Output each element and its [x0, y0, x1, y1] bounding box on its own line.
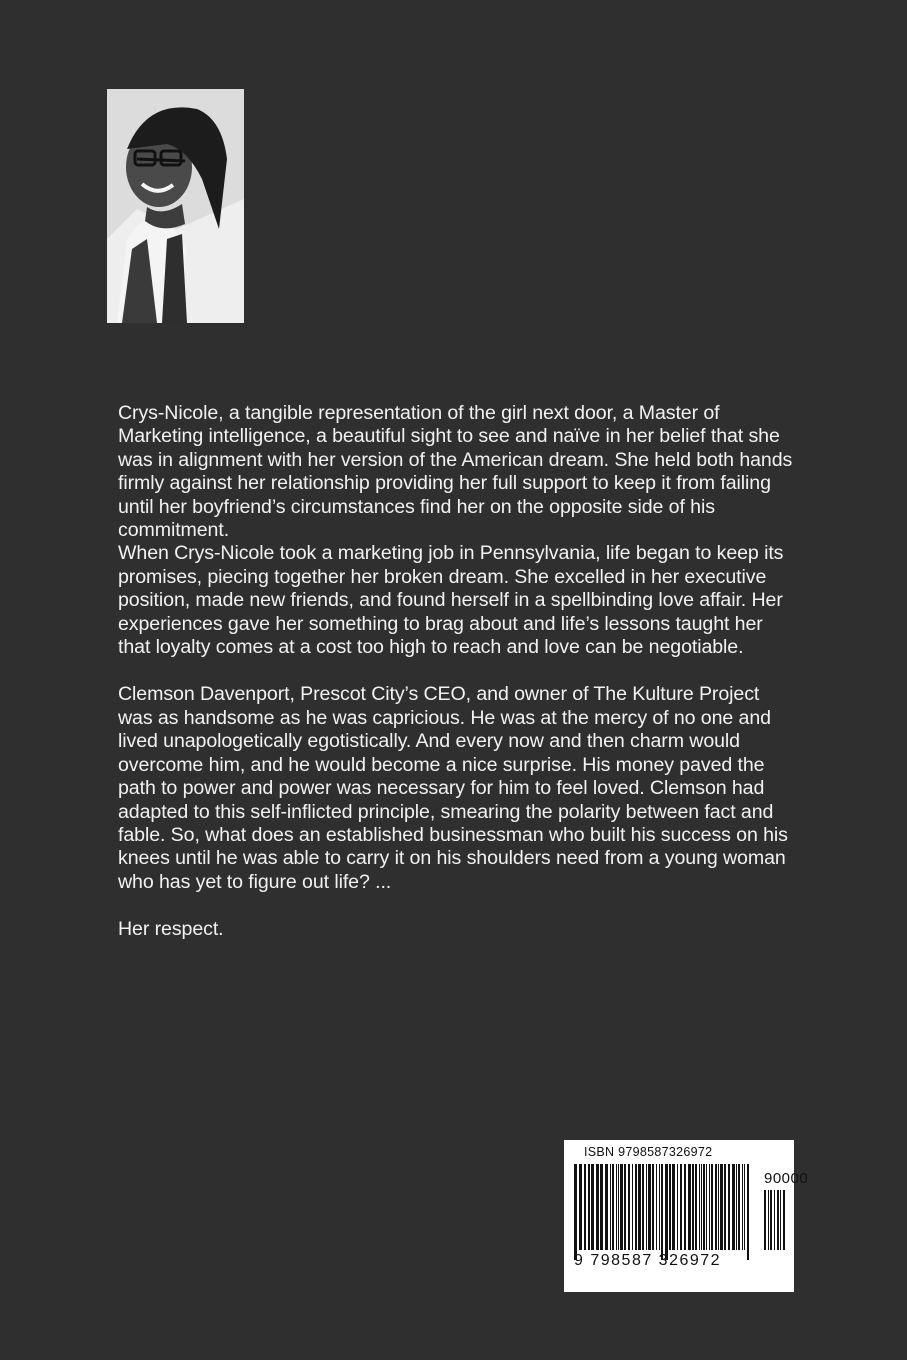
blurb-paragraph-2: Clemson Davenport, Prescot City’s CEO, and owner of The Kulture Project was as handsome as he was capricious. He was at the mercy of no one and lived unapologetically egotistically. And every now and then charm would overcome him, and he would become a nice surprise. His money paved the path to power and power was necessary for him to feel loved. Clemson had adapted to this self-inflicted principle, smearing the polarity between fact and fable. So, what does an established businessman who built his success on his knees until he was able to carry it on his shoulders need from a young woman who has yet to figure out life? ...	[118, 683, 788, 893]
barcode-bar	[783, 1190, 785, 1250]
barcode-bar	[616, 1164, 617, 1250]
barcode-bar	[588, 1164, 590, 1250]
barcode-bar	[724, 1164, 726, 1250]
barcode-bar	[744, 1164, 745, 1250]
barcode-bar	[610, 1164, 611, 1250]
author-photo	[107, 89, 244, 323]
barcode-bar	[648, 1164, 651, 1250]
barcode-bar	[574, 1164, 577, 1260]
barcode-bar	[646, 1164, 647, 1250]
back-cover-blurb	[118, 402, 798, 966]
barcode-bar	[624, 1164, 626, 1250]
barcode-digits: 9 798587 326972	[574, 1252, 722, 1269]
barcode-addon-bars	[762, 1190, 788, 1272]
barcode-bar	[747, 1164, 749, 1260]
barcode-bar	[659, 1164, 660, 1250]
barcode-bar	[695, 1164, 697, 1250]
barcode-bar	[605, 1164, 608, 1250]
barcode-bar	[692, 1164, 694, 1250]
barcode-bar	[699, 1164, 700, 1250]
barcode-bar	[620, 1164, 623, 1250]
barcode-bar	[652, 1164, 654, 1250]
barcode-bar	[715, 1164, 717, 1250]
barcode-bar	[732, 1164, 735, 1250]
barcode-bar	[780, 1190, 781, 1250]
barcode-bar	[718, 1164, 719, 1250]
barcode-bar	[774, 1190, 775, 1250]
barcode-bar	[638, 1164, 641, 1250]
barcode-bar	[672, 1164, 675, 1250]
barcode-bar	[711, 1164, 713, 1250]
barcode-bar	[709, 1164, 710, 1250]
barcode-bar	[661, 1164, 663, 1260]
barcode-bar	[579, 1164, 582, 1250]
barcode-bar	[684, 1164, 686, 1250]
barcode-bar	[701, 1164, 702, 1250]
barcode-bar	[736, 1164, 737, 1250]
isbn-label: ISBN 9798587326972	[584, 1145, 713, 1159]
barcode-bar	[618, 1164, 619, 1250]
barcode-bar	[612, 1164, 614, 1250]
author-photo-illustration	[107, 89, 244, 323]
barcode-bar	[584, 1164, 586, 1250]
barcode-bar	[635, 1164, 637, 1250]
barcode-bar	[728, 1164, 730, 1250]
barcode-bar	[680, 1164, 682, 1250]
barcode-bar	[703, 1164, 705, 1250]
barcode-addon-digits: 90000	[764, 1170, 809, 1187]
blurb-paragraph-3: Her respect.	[118, 918, 224, 941]
barcode-bar	[706, 1164, 707, 1250]
barcode-bar	[600, 1164, 603, 1250]
barcode-bar	[738, 1164, 740, 1250]
blurb-paragraph-1: Crys-Nicole, a tangible representation of the girl next door, a Master of Marketing intelligence, a beautiful sight to see and naïve in her belief that she was in alignment with her version of the American dream. She held both hands firmly against her relationship providing her full support to keep it from failing until her boyfriend’s circumstances find her on the opposite side of his commitment. When Crys-Nicole took a marketing job in Pennsylvania, life began to keep its promises, piecing together her broken dream. She excelled in her executive position, made new friends, and found herself in a spellbinding love affair. Her experiences gave her something to brag about and life’s lessons taught her that loyalty comes at a cost too high to reach and love can be negotiable.	[118, 402, 793, 659]
barcode-bar	[665, 1164, 668, 1260]
barcode-bar	[656, 1164, 657, 1250]
barcode-bar	[720, 1164, 723, 1250]
barcode-bar	[628, 1164, 630, 1250]
barcode-bar	[669, 1164, 671, 1250]
barcode-bar	[777, 1190, 779, 1250]
barcode-bar	[768, 1190, 769, 1250]
barcode-bar	[764, 1190, 766, 1250]
barcode-bar	[742, 1164, 743, 1250]
barcode-bar	[591, 1164, 594, 1250]
isbn-barcode	[564, 1140, 809, 1292]
barcode-bar	[688, 1164, 691, 1250]
barcode-bar	[677, 1164, 678, 1250]
barcode-bar	[596, 1164, 599, 1250]
barcode-bar	[632, 1164, 633, 1250]
barcode-bar	[770, 1190, 772, 1250]
barcode-bar	[642, 1164, 644, 1250]
